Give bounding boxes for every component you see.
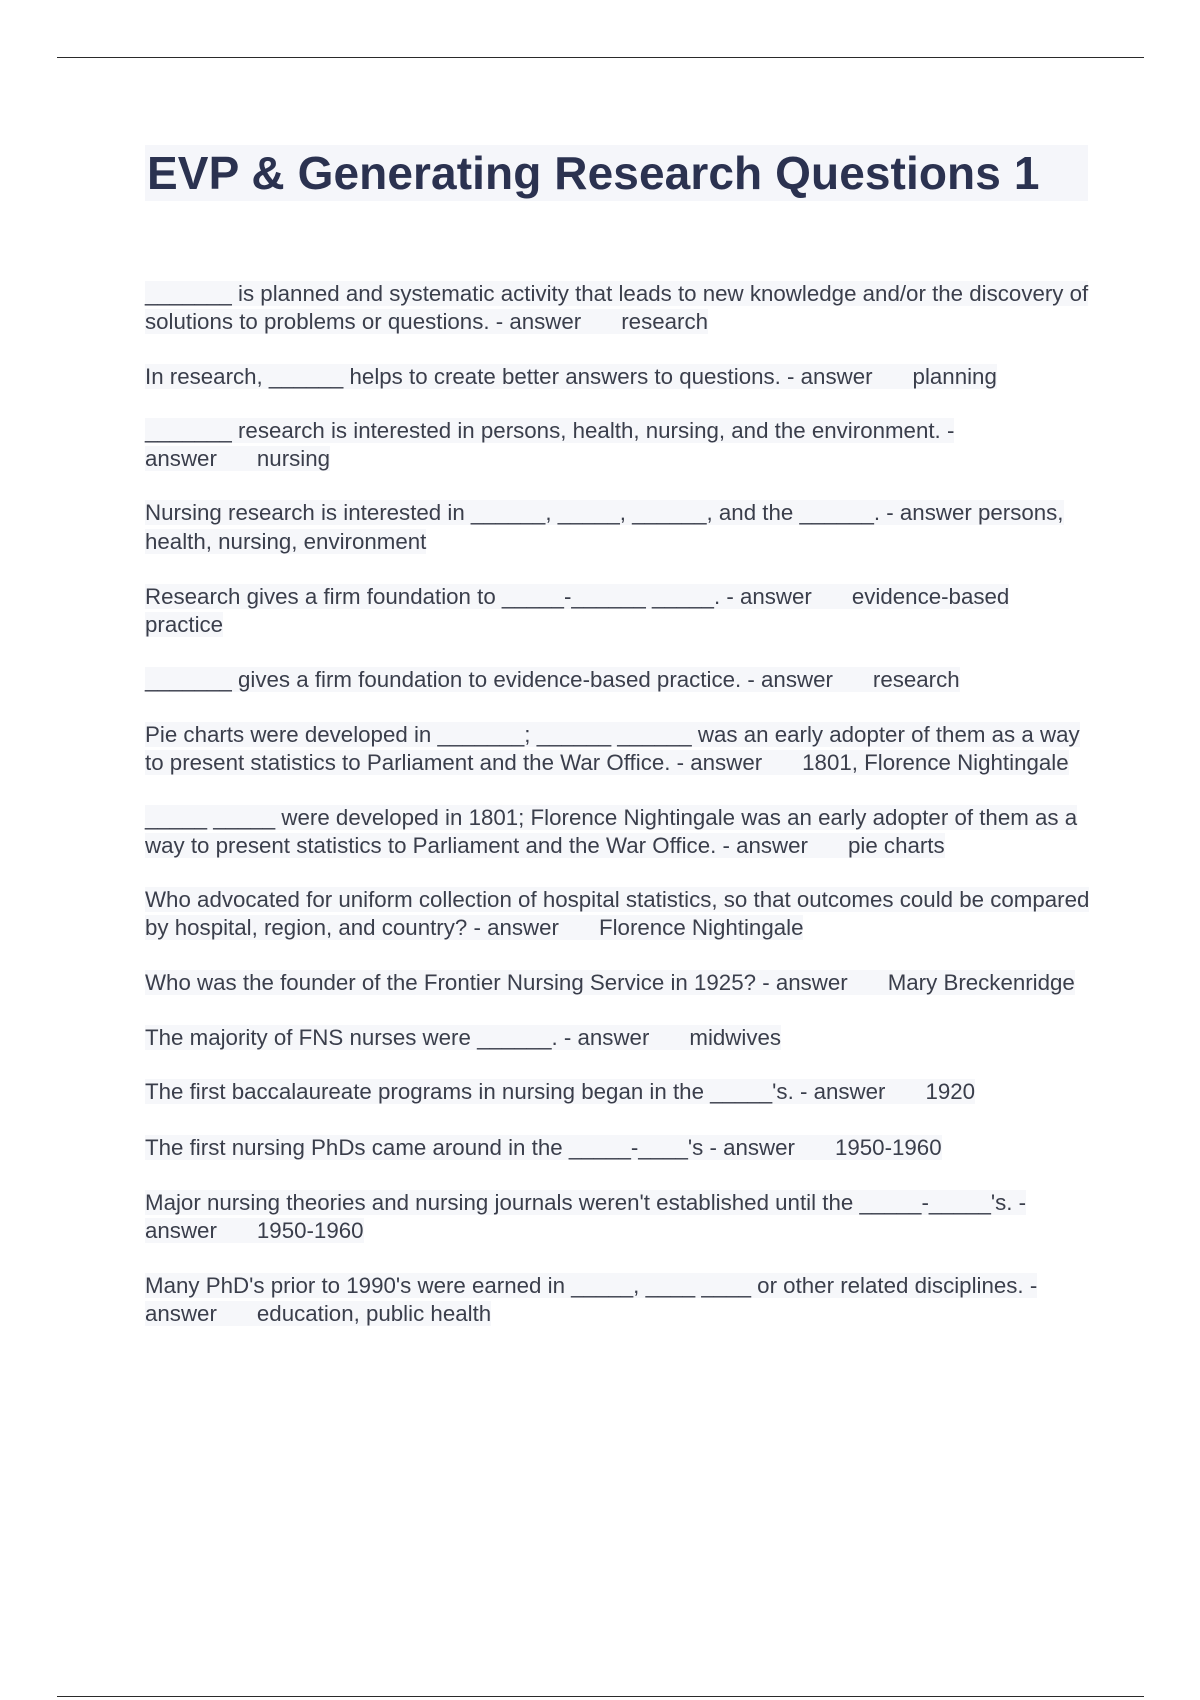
qa-question: Who advocated for uniform collection of hospital statistics, so that outcomes could be compared by hospital, region, and country? - answer: [145, 887, 1090, 941]
qa-answer: planning: [873, 364, 997, 389]
qa-question: In research, ______ helps to create better answers to questions. - answer: [145, 363, 873, 389]
qa-question: _______ research is interested in persons, health, nursing, and the environment. - answer: [145, 417, 955, 472]
qa-question: Research gives a firm foundation to _____-______ _____. - answer: [145, 584, 812, 610]
qa-question: The majority of FNS nurses were ______. - answer: [145, 1025, 650, 1051]
qa-answer: persons, health, nursing, environment: [145, 500, 1064, 554]
qa-question: Pie charts were developed in _______; ______ ______ was an early adopter of them as a way to present statistics to Parliament and the War Office. - answer: [145, 721, 1080, 776]
qa-item: [145, 1272, 1090, 1329]
qa-item: [145, 583, 1090, 640]
qa-answer: nursing: [217, 446, 330, 471]
qa-answer: 1950-1960: [795, 1135, 942, 1160]
qa-answer: 1920: [885, 1079, 975, 1104]
qa-question: _____ _____ were developed in 1801; Florence Nightingale was an early adopter of them as a way to present statistics to Parliament and the War Office. - answer: [145, 804, 1078, 858]
qa-item: [145, 804, 1090, 861]
qa-question: The first nursing PhDs came around in the _____-____'s - answer: [145, 1134, 795, 1160]
qa-item: [145, 499, 1090, 556]
qa-answer: 1950-1960: [217, 1218, 364, 1243]
qa-item: [145, 1024, 1090, 1052]
qa-item: [145, 1078, 1090, 1106]
qa-question: _______ is planned and systematic activity that leads to new knowledge and/or the discovery of solutions to problems or questions. - answer: [145, 281, 1089, 335]
qa-item: [145, 721, 1090, 778]
qa-answer: Florence Nightingale: [559, 915, 804, 940]
qa-item: [145, 886, 1090, 943]
qa-answer: education, public health: [217, 1301, 491, 1326]
qa-list: [145, 280, 1090, 1328]
qa-question: Many PhD's prior to 1990's were earned in _____, ____ ____ or other related disciplines. - answer: [145, 1272, 1038, 1326]
qa-question: The first baccalaureate programs in nursing began in the _____'s. - answer: [145, 1079, 886, 1105]
qa-item: [145, 666, 1090, 694]
bottom-rule: [57, 1696, 1144, 1697]
qa-question: Nursing research is interested in ______, _____, ______, and the ______. - answer: [145, 500, 972, 526]
qa-item: [145, 1134, 1090, 1162]
qa-item: [145, 363, 1090, 391]
qa-answer: Mary Breckenridge: [848, 970, 1075, 995]
page-title: EVP & Generating Research Questions 1: [145, 145, 1088, 201]
qa-question: Major nursing theories and nursing journals weren't established until the _____-_____'s. - answer: [145, 1189, 1027, 1244]
qa-item: [145, 1189, 1090, 1246]
qa-answer: 1801, Florence Nightingale: [762, 750, 1069, 775]
qa-answer: midwives: [649, 1025, 781, 1050]
qa-answer: research: [833, 667, 960, 692]
qa-answer: research: [581, 309, 708, 334]
qa-answer: pie charts: [808, 833, 945, 858]
qa-answer: evidence-based practice: [145, 584, 1010, 638]
qa-question: Who was the founder of the Frontier Nursing Service in 1925? - answer: [145, 969, 848, 995]
qa-question: _______ gives a firm foundation to evidence-based practice. - answer: [145, 666, 833, 692]
qa-item: [145, 280, 1090, 337]
top-rule: [57, 57, 1144, 58]
qa-item: [145, 417, 1090, 474]
qa-item: [145, 969, 1090, 997]
